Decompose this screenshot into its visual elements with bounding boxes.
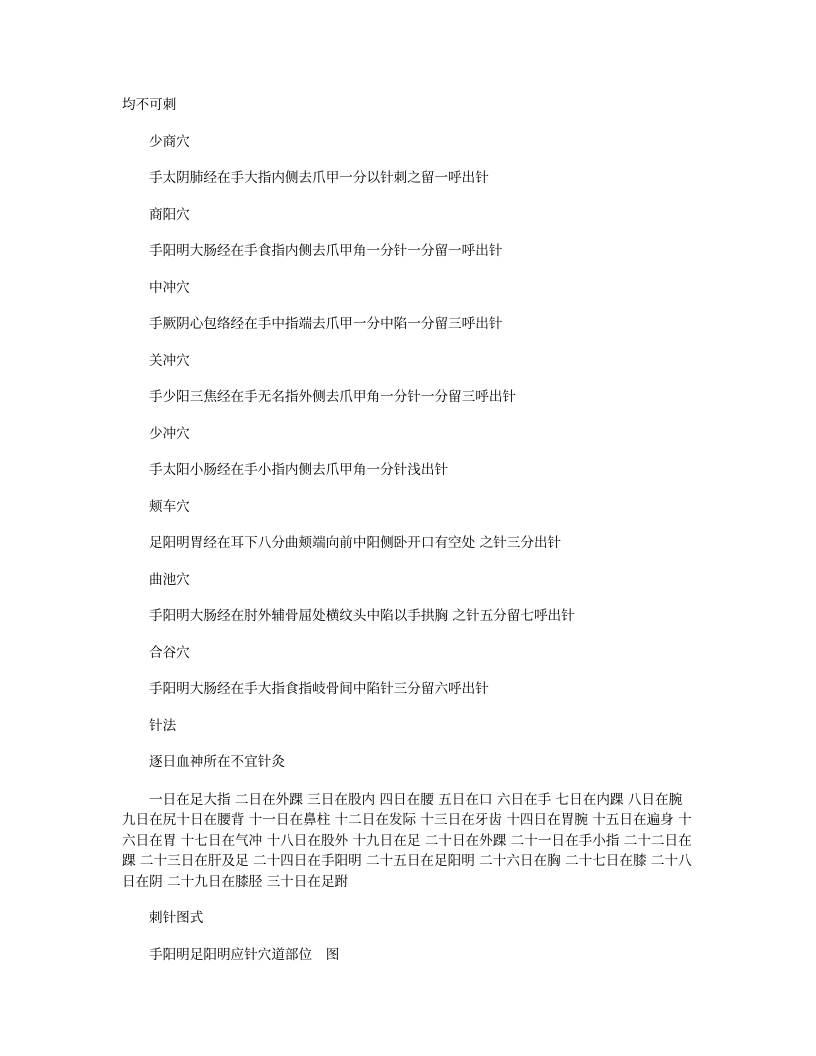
- text-hegu-description: 手阳明大肠经在手大指食指岐骨间中陷针三分留六呼出针: [149, 681, 489, 697]
- heading-needle-method: 针法: [149, 717, 177, 734]
- text-jiache-description: 足阳明胃经在耳下八分曲颊端向前中阳侧卧开口有空处 之针三分出针: [149, 535, 562, 551]
- heading-shangyang-point: 商阳穴: [149, 206, 190, 223]
- heading-shaoshang-point: 少商穴: [149, 133, 190, 150]
- text-shaoshang-description: 手太阴肺经在手大指内侧去爪甲一分以针刺之留一呼出针: [149, 170, 489, 186]
- text-daily-blood-spirit: 逐日血神所在不宜针灸: [149, 754, 285, 770]
- text-zhongchong-description: 手厥阴心包络经在手中指端去爪甲一分中陷一分留三呼出针: [149, 316, 503, 332]
- text-daily-locations: 一日在足大指 二日在外踝 三日在股内 四日在腰 五日在口 六日在手 七日在内踝 八日在腕 九日在尻十日在腰背 十一日在鼻柱 十二日在发际 十三日在牙齿 十四日在胃腕 十五日在遍身 十六日在胃 十七日在气冲 十八日在股外 十九日在足 二十日在外踝 二十一日在手小指 二十二日在踝 二十三日在肝及足 二十四日在手阳明 二十五日在足阳明 二十六日在胸 二十七日在膝 二十八日在阴 二十九日在膝胫 三十日在足跗: [122, 791, 692, 890]
- heading-zhongchong-point: 中冲穴: [149, 279, 190, 296]
- heading-guanchong-point: 关冲穴: [149, 352, 190, 369]
- text-quchi-description: 手阳明大肠经在肘外辅骨屈处横纹头中陷以手拱胸 之针五分留七呼出针: [149, 608, 575, 624]
- heading-quchi-point: 曲池穴: [149, 571, 190, 588]
- heading-shaochong-point: 少冲穴: [149, 425, 190, 442]
- text-shaochong-description: 手太阳小肠经在手小指内侧去爪甲角一分针浅出针: [149, 462, 449, 478]
- document-page: [122, 96, 696, 982]
- text-diagram-caption: 手阳明足阳明应针穴道部位 图: [149, 946, 340, 963]
- heading-hegu-point: 合谷穴: [149, 644, 190, 661]
- text-line-continuation: 均不可刺: [122, 97, 177, 113]
- text-guanchong-description: 手少阳三焦经在手无名指外侧去爪甲角一分针一分留三呼出针: [149, 389, 517, 405]
- heading-jiache-point: 颊车穴: [149, 498, 190, 515]
- text-shangyang-description: 手阳明大肠经在手食指内侧去爪甲角一分针一分留一呼出针: [149, 243, 503, 259]
- heading-needle-diagram: 刺针图式: [149, 910, 204, 926]
